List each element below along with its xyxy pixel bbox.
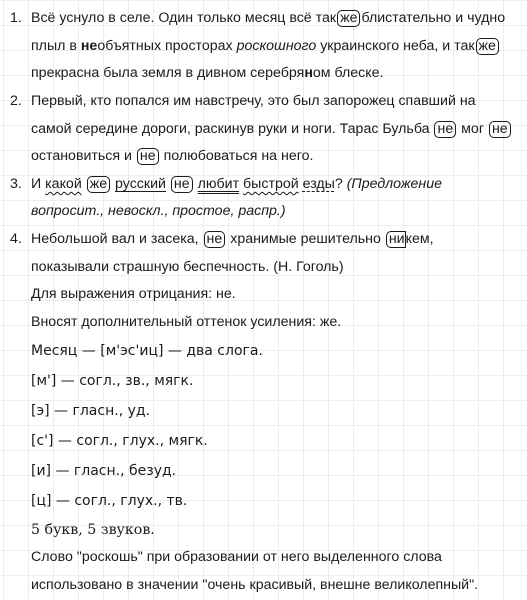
underlined-word: езды xyxy=(302,176,335,192)
text: блистательно и чудно xyxy=(361,10,506,26)
sound-row: [ц] — согл., глух., тв. xyxy=(31,493,188,509)
item-3-line-1 xyxy=(31,175,442,193)
text: прекрасна была земля в дивном серебря xyxy=(31,65,305,81)
sound-row: [м'] — согл., зв., мягк. xyxy=(31,373,194,389)
item-number: 2. xyxy=(10,93,22,109)
word: И xyxy=(31,176,42,192)
letters-sounds-count: 5 букв, 5 звуков. xyxy=(31,522,155,538)
underlined-word: русский xyxy=(115,176,166,192)
sound-row: [и] — гласн., безуд. xyxy=(31,463,177,479)
bold-letter: н xyxy=(304,65,313,81)
bold-letters: не xyxy=(80,38,98,54)
text: остановиться и xyxy=(31,148,132,164)
emphasis-note: Вносят дополнительный оттенок усиления: же. xyxy=(31,314,342,330)
item-4-line-2: показывали страшную беспечность. (Н. Гоголь) xyxy=(31,259,344,275)
item-3-line-2: вопросит., невоскл., простое, распр.) xyxy=(31,203,286,219)
text: полюбоваться на него. xyxy=(163,148,314,164)
text: мог xyxy=(461,121,484,137)
particle-box: ни xyxy=(386,231,406,248)
item-2-line-2 xyxy=(31,120,512,138)
item-2-line-1: Первый, кто попался им навстречу, это был запорожец спавший на xyxy=(31,93,476,109)
text: украинского неба, и так xyxy=(316,38,475,54)
sound-row: [с'] — согл., глух., мягк. xyxy=(31,433,208,449)
item-1-line-2 xyxy=(31,37,500,55)
particle-box: не xyxy=(171,176,193,193)
sound-row: [э] — гласн., уд. xyxy=(31,403,151,419)
item-1-line-3 xyxy=(31,64,383,82)
item-1-line-1 xyxy=(31,9,505,27)
underlined-word: какой xyxy=(45,176,82,192)
item-4-line-1 xyxy=(31,230,434,248)
particle-box: не xyxy=(489,121,511,138)
text: ом блеске. xyxy=(312,65,384,81)
sentence-analysis: (Предложение xyxy=(342,176,442,192)
item-number: 1. xyxy=(10,10,22,26)
italic-word: роскошного xyxy=(236,38,317,54)
text: Всё уснуло в селе. Один только месяц всё так xyxy=(31,10,337,26)
particle-box: же xyxy=(476,38,499,55)
conclusion-line-2: использовано в значении "очень красивый, внешне великолепный". xyxy=(31,577,479,593)
particle-box: не xyxy=(137,148,159,165)
text: кем, xyxy=(405,231,434,247)
text: самой середине дороги, раскинув руки и ноги. Тарас Бульба xyxy=(31,121,430,137)
negation-note: Для выражения отрицания: не. xyxy=(31,286,236,302)
item-number: 4. xyxy=(10,231,22,247)
text: Небольшой вал и засека, xyxy=(31,231,199,247)
particle-box: же xyxy=(87,176,110,193)
item-2-line-3 xyxy=(31,147,313,165)
underlined-word: быстрой xyxy=(243,176,299,192)
question-mark: ? xyxy=(334,176,343,192)
text: плыл в xyxy=(31,38,81,54)
phonetic-transcription: Месяц — [м'эс'иц] — два слога. xyxy=(31,343,263,359)
text: объятных просторах xyxy=(97,38,237,54)
particle-box: же xyxy=(337,10,360,27)
conclusion-line-1: Слово "роскошь" при образовании от него выделенного слова xyxy=(31,549,442,565)
particle-box: не xyxy=(204,231,226,248)
underlined-word: любит xyxy=(197,176,240,192)
text: хранимые решительно xyxy=(230,231,381,247)
item-number: 3. xyxy=(10,176,22,192)
particle-box: не xyxy=(434,121,456,138)
